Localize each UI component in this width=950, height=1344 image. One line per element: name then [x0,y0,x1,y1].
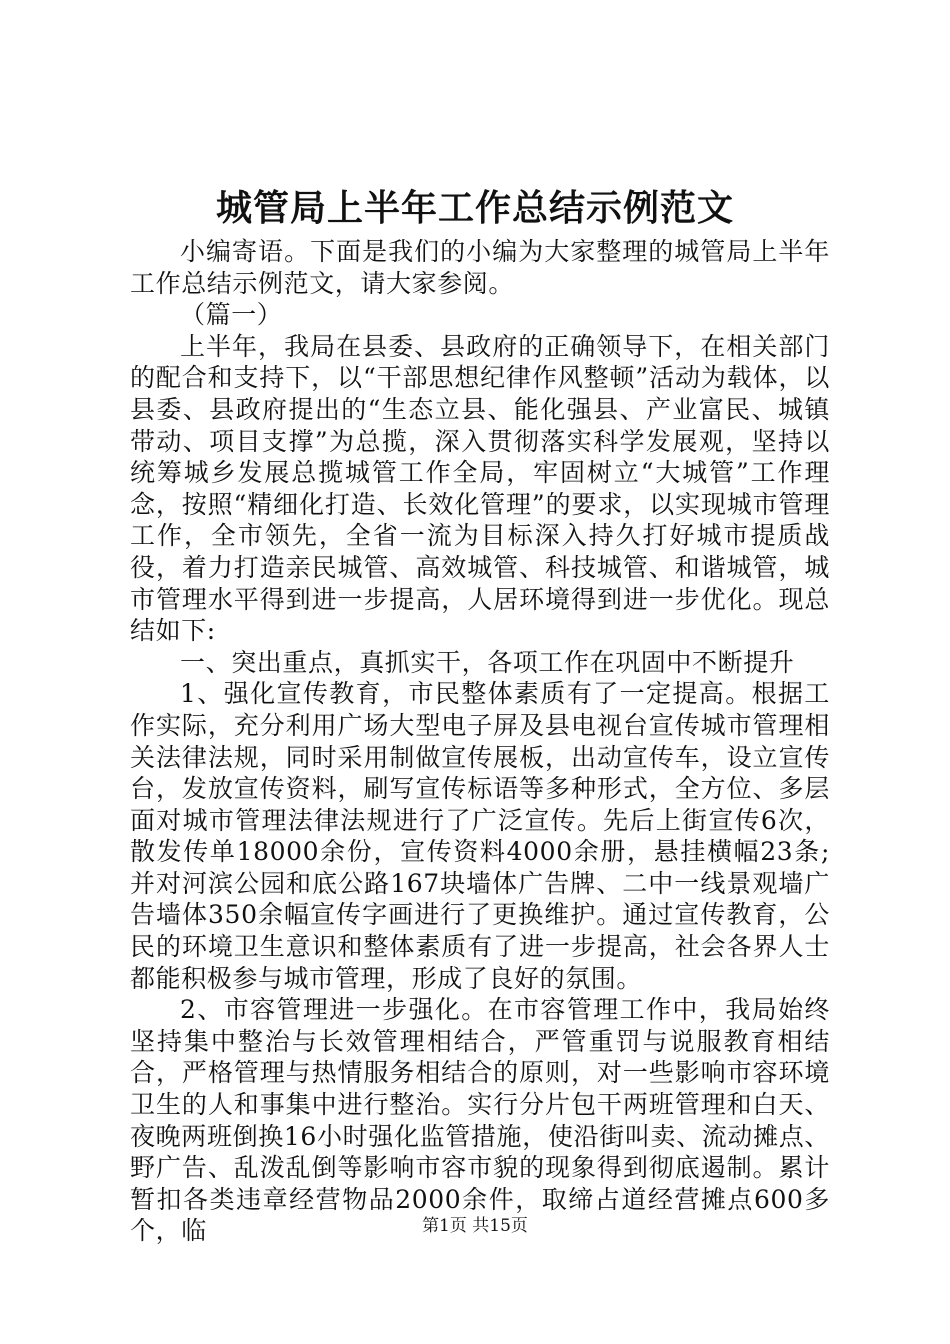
section-heading: 一、突出重点，真抓实干，各项工作在巩固中不断提升 [180,647,795,677]
page-footer: 第1页 共15页 [422,1216,528,1236]
section-label: （篇一） [180,300,283,330]
intro-paragraph: 小编寄语。下面是我们的小编为大家整理的城管局上半年工作总结示例范文，请大家参阅。 [130,237,830,298]
item-paragraph-2: 2、市容管理进一步强化。在市容管理工作中，我局始终坚持集中整治与长效管理相结合，严管重罚与说服教育相结合，严格管理与热情服务相结合的原则，对一些影响市容环境卫生的人和事集中进行整治。实行分片包干两班管理和白天、夜晚两班倒换16小时强化监管措施，使沿街叫卖、流动摊点、野广告、乱泼乱倒等影响市容市貌的现象得到彻底遏制。累计暂扣各类违章经营物品2000余件，取缔占道经营摊点600多个，临 [130,995,830,1246]
document-title: 城管局上半年工作总结示例范文 [215,187,734,229]
item-paragraph-1: 1、强化宣传教育，市民整体素质有了一定提高。根据工作实际，充分利用广场大型电子屏及县电视台宣传城市管理相关法律法规，同时采用制做宣传展板，出动宣传车，设立宣传台，发放宣传资料，刷写宣传标语等多种形式，全方位、多层面对城市管理法律法规进行了广泛宣传。先后上街宣传6次，散发传单18000余份，宣传资料4000余册，悬挂横幅23条;并对河滨公园和底公路167块墙体广告牌、二中一线景观墙广告墙体350余幅宣传字画进行了更换维护。通过宣传教育，公民的环境卫生意识和整体素质有了进一步提高，社会各界人士都能积极参与城市管理，形成了良好的氛围。 [130,679,830,993]
document-body [130,236,830,1247]
summary-paragraph: 上半年，我局在县委、县政府的正确领导下，在相关部门的配合和支持下，以“干部思想纪律作风整顿”活动为载体，以县委、县政府提出的“生态立县、能化强县、产业富民、城镇带动、项目支撑”为总揽，深入贯彻落实科学发展观，坚持以统筹城乡发展总揽城管工作全局，牢固树立“大城管”工作理念，按照“精细化打造、长效化管理”的要求，以实现城市管理工作，全市领先，全省一流为目标深入持久打好城市提质战役，着力打造亲民城管、高效城管、科技城管、和谐城管，城市管理水平得到进一步提高，人居环境得到进一步优化。现总结如下: [130,331,830,646]
